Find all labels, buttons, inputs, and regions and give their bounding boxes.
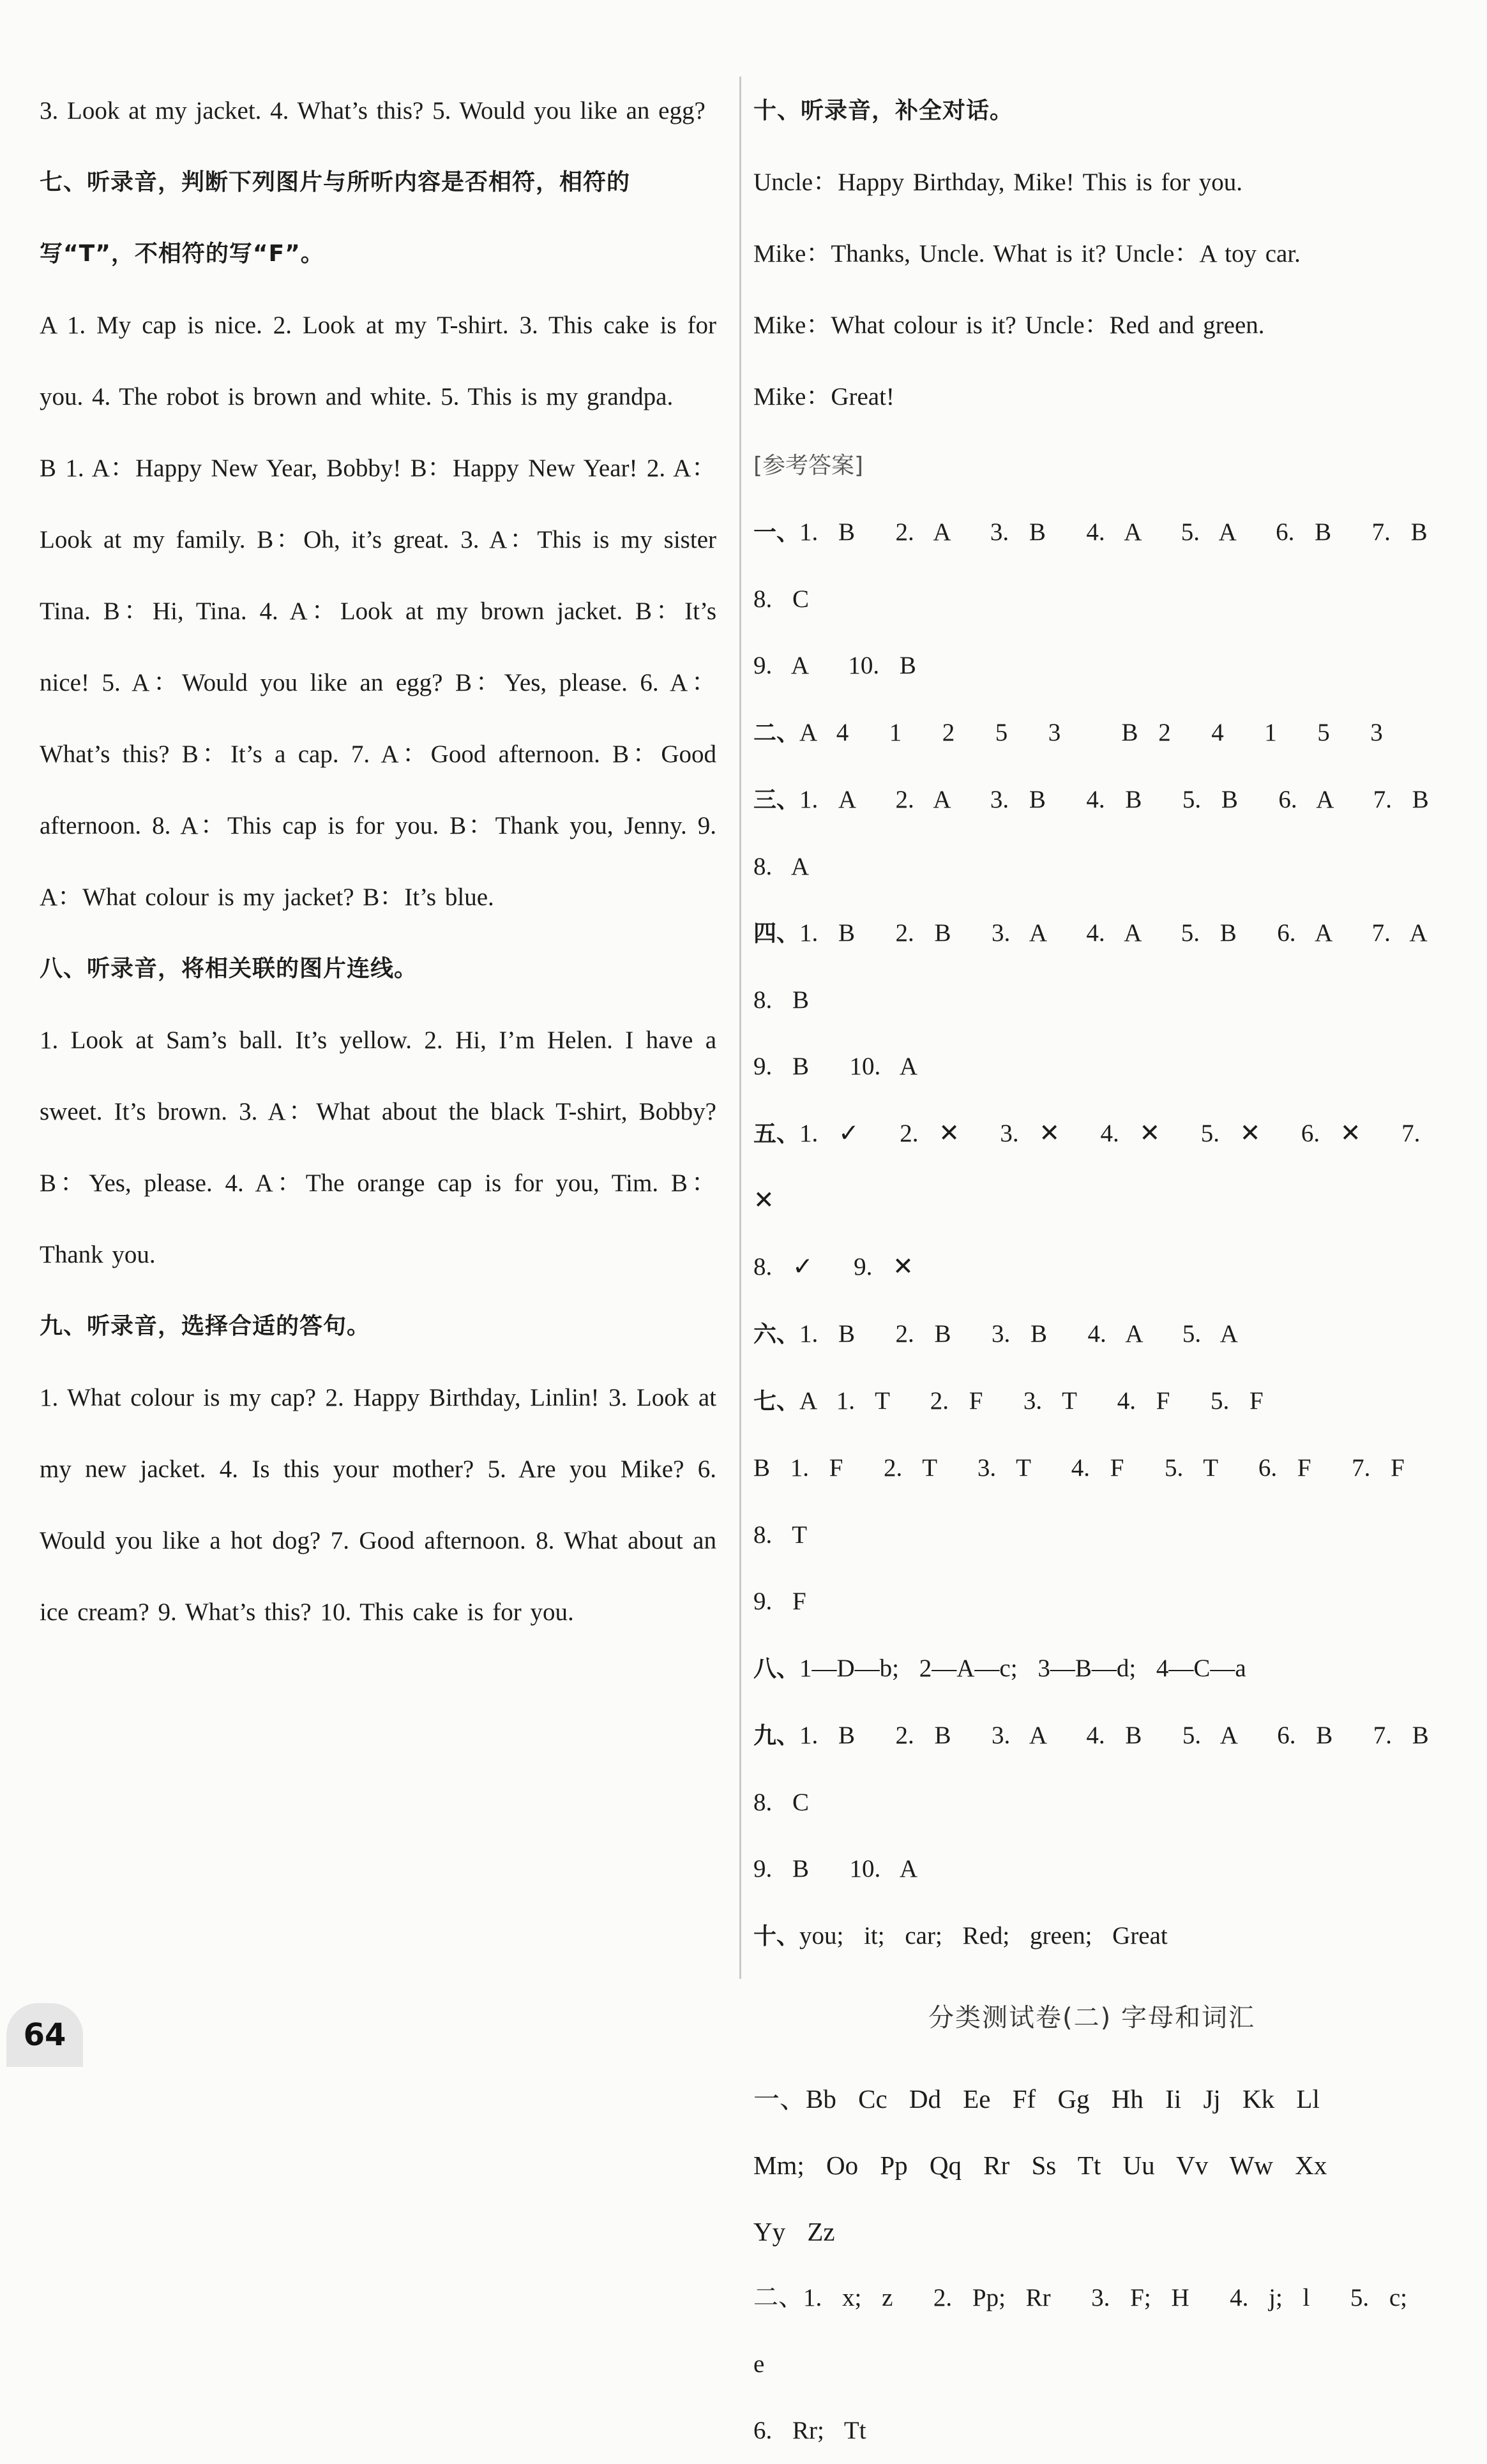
answer-label: 四、 (753, 920, 800, 947)
paragraph-part8: 1. Look at Sam’s ball. It’s yellow. 2. Hi, I’m Helen. I have a sweet. It’s brown. 3. A：What about the black T-shirt, Bobby? B：Yes, please. 4. A：The orange cap is for you, Tim. B：Thank you. (40, 1026, 716, 1268)
answer-line (753, 1635, 1430, 1702)
answer-line (753, 1702, 1470, 1836)
answer-line (753, 700, 1430, 767)
letters-line: Yy Zz (753, 2217, 835, 2246)
answer-label: 二、 (753, 720, 800, 746)
section-title: 分类测试卷(二) 字母和词汇 (928, 2003, 1255, 2032)
right-column (753, 75, 1470, 2464)
answer-line (753, 1435, 1445, 1568)
answer-text: A 1. T 2. F 3. T 4. F 5. F (799, 1387, 1264, 1415)
dialogue-line: Mike：What colour is it? Uncle：Red and green. (753, 312, 1265, 339)
column-divider (739, 77, 741, 1979)
answer-text: 8. ✓ 9. ✕ (753, 1253, 914, 1281)
page-number: 64 (6, 2003, 83, 2067)
heading-part10: 十、听录音，补全对话。 (753, 98, 1014, 124)
dialogue-line: Mike：Great! (753, 383, 894, 410)
answer-text: 1. B 2. A 3. B 4. A 5. A 6. B 7. B 8. C (753, 518, 1468, 613)
paragraph-part7-a: A 1. My cap is nice. 2. Look at my T-shirt. 3. This cake is for you. 4. The robot is brown and white. 5. This is my grandpa. (40, 312, 716, 410)
answer-text: 9. B 10. A (753, 1053, 918, 1080)
answer-label: 八、 (753, 1656, 800, 1682)
answer-text: 1. B 2. B 3. A 4. B 5. A 6. B 7. B 8. C (753, 1722, 1470, 1816)
answer-label: 九、 (753, 1723, 800, 1749)
letters-line: Mm; Oo Pp Qq Rr Ss Tt Uu Vv Ww Xx (753, 2151, 1327, 2180)
answer-line (753, 1568, 1430, 1635)
answer-text: 1. B 2. B 3. B 4. A 5. A (799, 1320, 1238, 1348)
answer-line (753, 1301, 1430, 1368)
answer-text: 9. B 10. A (753, 1855, 918, 1882)
answer-line: 6. Rr; Tt (753, 2417, 866, 2444)
paragraph-part9: 1. What colour is my cap? 2. Happy Birthday, Linlin! 3. Look at my new jacket. 4. Is this your mother? 5. Are you Mike? 6. Would you like a hot dog? 7. Good afternoon. 8. What about an ice cream? 9. What’s this? 10. This cake is for you. (40, 1384, 716, 1626)
answer-label: 十、 (753, 1923, 800, 1949)
answer-line (753, 1836, 1430, 1903)
left-column (40, 75, 716, 1648)
answer-line (753, 1101, 1441, 1234)
answer-label: 一、 (753, 520, 800, 546)
heading-part9: 九、听录音，选择合适的答句。 (40, 1313, 371, 1339)
answer-text: A 4 1 2 5 3 B 2 4 1 5 3 (799, 719, 1383, 746)
answer-label: 七、 (753, 1388, 800, 1415)
answer-line (753, 767, 1470, 900)
answer-text: 1—D—b; 2—A—c; 3—B—d; 4—C—a (799, 1655, 1246, 1682)
answer-text: 1. A 2. A 3. B 4. B 5. B 6. A 7. B 8. A (753, 786, 1470, 880)
answer-text: 1. B 2. B 3. A 4. A 5. B 6. A 7. A 8. B (753, 919, 1467, 1014)
answer-line (753, 633, 1430, 700)
paragraph-part6-end: 3. Look at my jacket. 4. What’s this? 5. Would you like an egg? (40, 97, 706, 124)
answer-line (753, 1903, 1430, 1970)
answer-text: 9. A 10. B (753, 652, 916, 679)
answer-label: 六、 (753, 1321, 800, 1348)
dialogue-line: Mike：Thanks, Uncle. What is it? Uncle：A toy car. (753, 240, 1301, 267)
heading-part8: 八、听录音，将相关联的图片连线。 (40, 956, 418, 982)
answer-text: 1. ✓ 2. ✕ 3. ✕ 4. ✕ 5. ✕ 6. ✕ 7. ✕ (753, 1120, 1441, 1214)
answer-line (753, 499, 1468, 633)
answer-line (753, 1033, 1430, 1101)
dialogue-line: Uncle：Happy Birthday, Mike! This is for you. (753, 169, 1242, 196)
answer-list (753, 499, 1470, 1970)
heading-part7: 七、听录音，判断下列图片与所听内容是否相符，相符的写“T”，不相符的写“F”。 (40, 169, 631, 267)
answer-text: you; it; car; Red; green; Great (799, 1922, 1168, 1949)
answer-line (753, 900, 1467, 1033)
paragraph-part7-b: B 1. A：Happy New Year, Bobby! B：Happy New Year! 2. A：Look at my family. B：Oh, it’s great. 3. A：This is my sister Tina. B：Hi, Tina. 4. A：Look at my brown jacket. B：It’s nice! 5. A：Would you like an egg? B：Yes, please. 6. A：What’s this? B：It’s a cap. 7. A：Good afternoon. B：Good afternoon. 8. A：This cap is for you. B：Thank you, Jenny. 9. A：What colour is my jacket? B：It’s blue. (40, 454, 716, 911)
answer-line (753, 1368, 1430, 1435)
answer-line: 二、1. x; z 2. Pp; Rr 3. F; H 4. j; l 5. c; e (753, 2284, 1428, 2378)
answer-label: 三、 (753, 787, 800, 813)
reference-answers-label: [参考答案] (753, 453, 864, 479)
answer-text: B 1. F 2. T 3. T 4. F 5. T 6. F 7. F 8. T (753, 1454, 1445, 1549)
answer-line (753, 1234, 1430, 1301)
answer-label: 五、 (753, 1121, 800, 1147)
answer-text: 9. F (753, 1588, 806, 1615)
letters-line: 一、Bb Cc Dd Ee Ff Gg Hh Ii Jj Kk Ll (753, 2084, 1320, 2114)
